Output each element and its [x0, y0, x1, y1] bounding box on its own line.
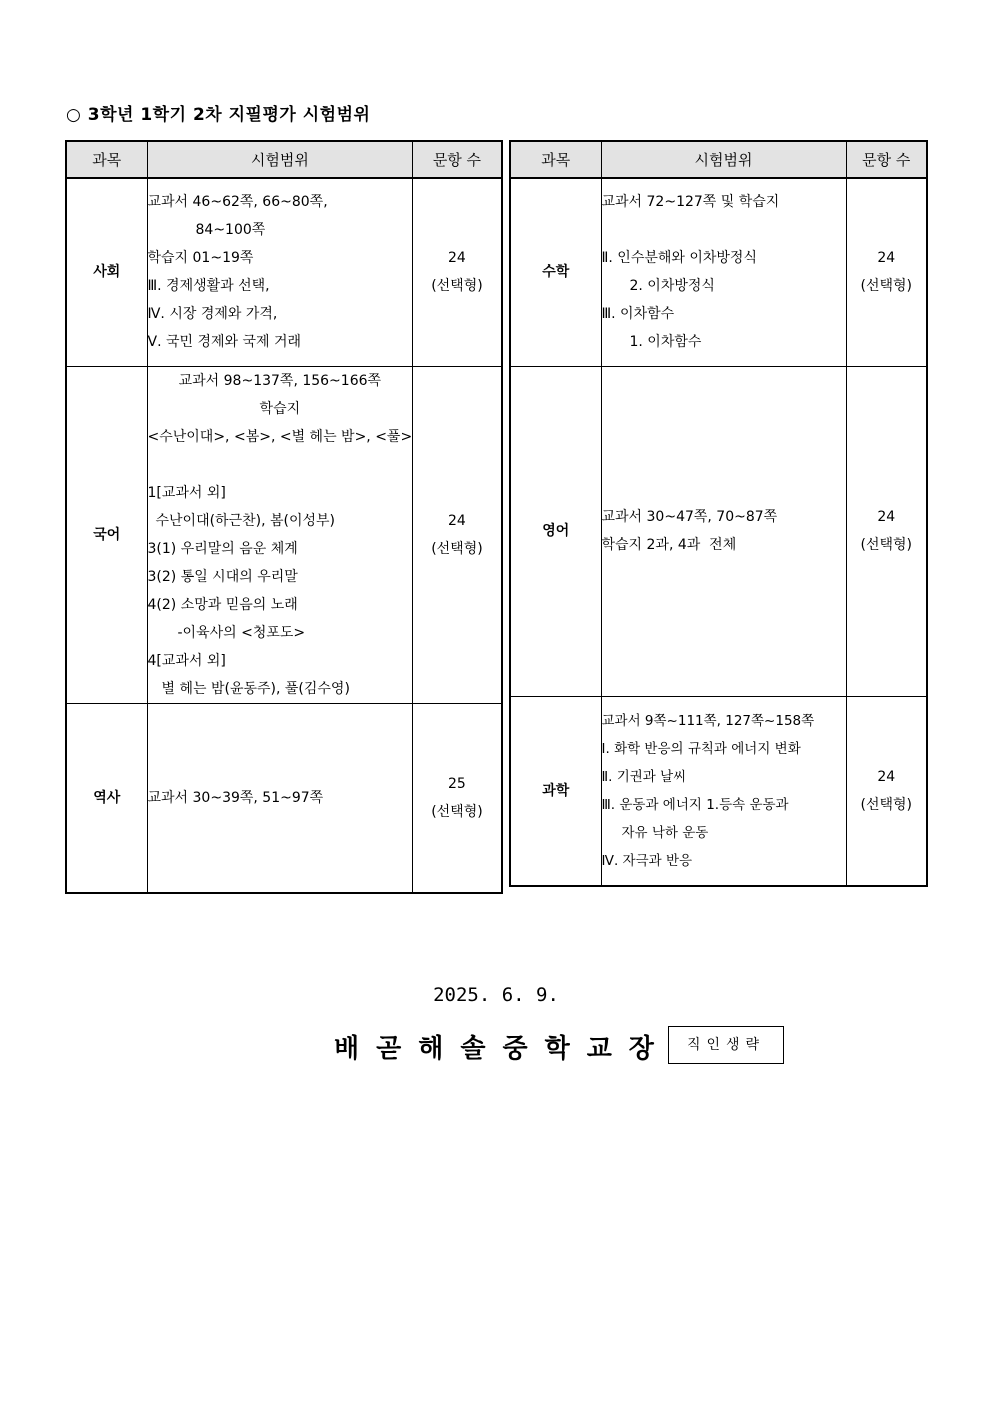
- count-cell: 24 (선택형): [846, 696, 927, 886]
- document-date: 2025. 6. 9.: [433, 984, 559, 1006]
- range-cell: 교과서 46~62쪽, 66~80쪽, 84~100쪽 학습지 01~19쪽 Ⅲ. 경제생활과 선택, Ⅳ. 시장 경제와 가격, Ⅴ. 국민 경제와 국제 거래: [147, 178, 413, 366]
- principal-signature-line: 배곧해솔중학교장: [334, 1034, 671, 1064]
- table-row: [66, 366, 502, 703]
- exam-table-right: [509, 140, 928, 887]
- count-cell: 24 (선택형): [846, 178, 927, 366]
- document-title: [66, 100, 370, 125]
- subject-cell: 국어: [66, 366, 147, 703]
- header-range: 시험범위: [601, 141, 846, 178]
- title-text: 3학년 1학기 2차 지필평가 시험범위: [87, 105, 371, 125]
- subject-cell: 역사: [66, 703, 147, 893]
- header-range: 시험범위: [147, 141, 413, 178]
- range-cell: 교과서 30~47쪽, 70~87쪽 학습지 2과, 4과 전체: [601, 366, 846, 696]
- range-cell: 교과서 72~127쪽 및 학습지 Ⅱ. 인수분해와 이차방정식 2. 이차방정식 Ⅲ. 이차함수 1. 이차함수: [601, 178, 846, 366]
- count-cell: 24 (선택형): [846, 366, 927, 696]
- table-row: [510, 366, 927, 696]
- table-row: [510, 178, 927, 366]
- subject-cell: 사회: [66, 178, 147, 366]
- header-count: 문항 수: [846, 141, 927, 178]
- count-cell: 25 (선택형): [413, 703, 502, 893]
- subject-cell: 영어: [510, 366, 601, 696]
- range-cell: 교과서 30~39쪽, 51~97쪽: [147, 703, 413, 893]
- count-cell: 24 (선택형): [413, 366, 502, 703]
- header-subject: 과목: [66, 141, 147, 178]
- bullet: ○: [66, 105, 82, 125]
- subject-cell: 수학: [510, 178, 601, 366]
- table-row: [66, 178, 502, 366]
- exam-table-left: [65, 140, 503, 894]
- table-row: [510, 696, 927, 886]
- subject-cell: 과학: [510, 696, 601, 886]
- seal-omitted-box: 직인생략: [668, 1026, 784, 1064]
- count-cell: 24 (선택형): [413, 178, 502, 366]
- range-cell: 교과서 9쪽~111쪽, 127쪽~158쪽 Ⅰ. 화학 반응의 규칙과 에너지 변화 Ⅱ. 기권과 날씨 Ⅲ. 운동과 에너지 1.등속 운동과 자유 낙하 운동 Ⅳ. 자극과 반응: [601, 696, 846, 886]
- header-count: 문항 수: [413, 141, 502, 178]
- range-cell: 교과서 98~137쪽, 156~166쪽 학습지 <수난이대>, <봄>, <별 헤는 밤>, <풀> 1[교과서 외] 수난이대(하근찬), 봄(이성부) 3(1) 우리말의 음운 체계 3(2) 통일 시대의 우리말 4(2) 소망과 믿음의 노래 -이육사의 <청포도> 4[교과서 외] 별 헤는 밤(윤동주), 풀(김수영): [147, 366, 413, 703]
- table-row: [66, 703, 502, 893]
- header-subject: 과목: [510, 141, 601, 178]
